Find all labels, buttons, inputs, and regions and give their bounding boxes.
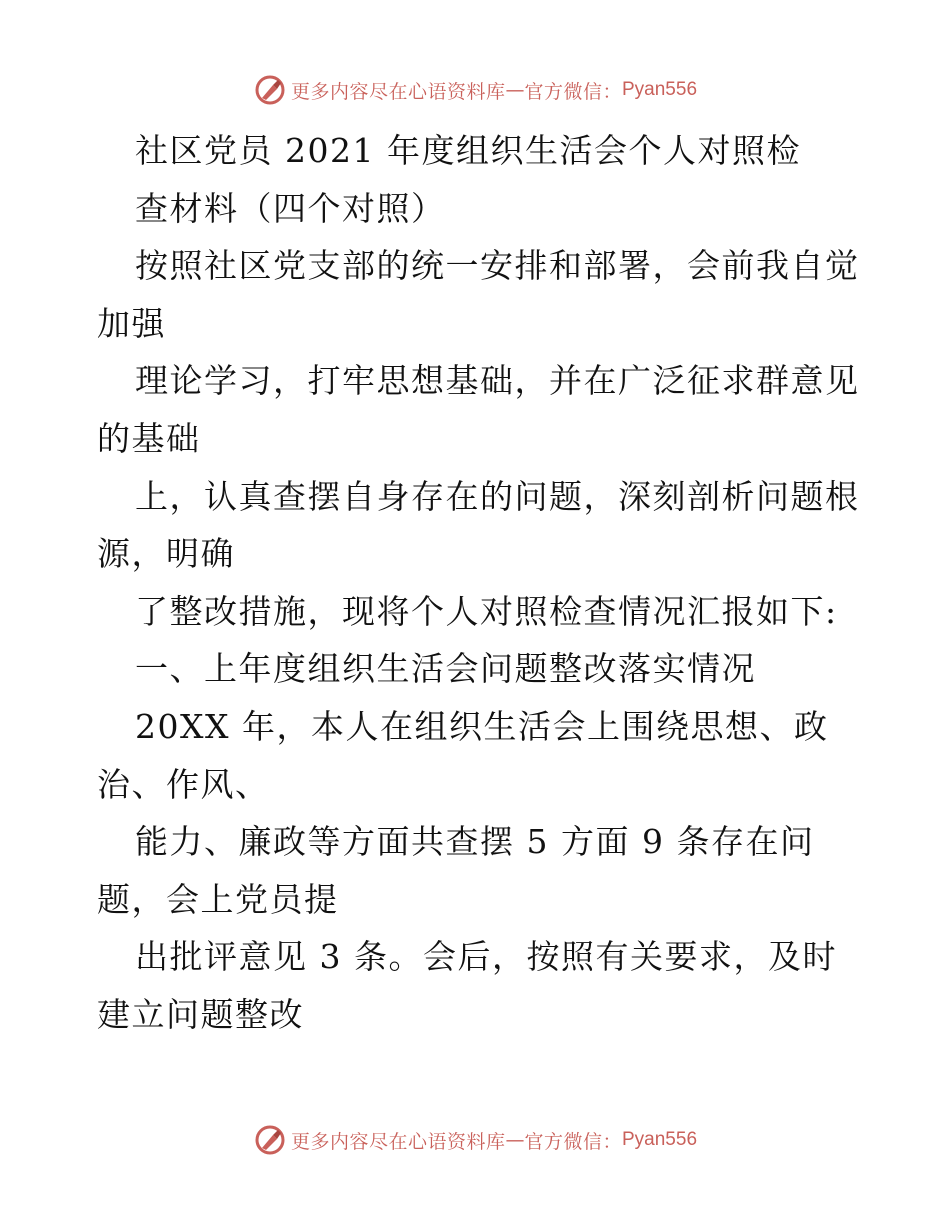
paragraph-line: 的基础 <box>97 418 201 458</box>
paragraph-line: 能力、廉政等方面共查摆 5 方面 9 条存在问 <box>135 822 815 862</box>
watermark-text: 更多内容尽在心语资料库 <box>290 1130 506 1153</box>
section-heading: 一、上年度组织生活会问题整改落实情况 <box>135 649 756 689</box>
document-title-line-1: 社区党员 2021 年度组织生活会个人对照检 <box>135 131 801 170</box>
watermark-official-label: 官方微信： <box>524 1130 622 1153</box>
footer-watermark <box>0 1120 950 1160</box>
red-pen-nib-logo-icon <box>253 1123 287 1157</box>
paragraph-line: 治、作风、 <box>97 764 270 804</box>
red-pen-nib-logo-icon <box>253 73 287 107</box>
watermark-dash: — <box>505 1129 525 1151</box>
watermark-official-label: 官方微信： <box>524 80 622 103</box>
watermark-dash: — <box>505 79 525 101</box>
paragraph-line: 题，会上党员提 <box>97 879 339 919</box>
watermark-account: Pyan556 <box>622 79 698 100</box>
document-title-line-2: 查材料（四个对照） <box>135 188 446 228</box>
paragraph-line: 出批评意见 3 条。会后，按照有关要求，及时 <box>135 937 837 977</box>
paragraph-line: 上，认真查摆自身存在的问题，深刻剖析问题根 <box>135 476 860 516</box>
paragraph-line: 源，明确 <box>97 534 235 574</box>
watermark-account: Pyan556 <box>622 1129 698 1150</box>
paragraph-line: 理论学习，打牢思想基础，并在广泛征求群意见 <box>135 361 860 401</box>
document-body <box>97 122 887 1044</box>
header-watermark <box>0 70 950 110</box>
watermark-text: 更多内容尽在心语资料库 <box>290 80 506 103</box>
paragraph-line: 建立问题整改 <box>97 994 304 1034</box>
paragraph-line: 加强 <box>97 303 166 343</box>
paragraph-line: 按照社区党支部的统一安排和部署，会前我自觉 <box>135 246 860 286</box>
paragraph-line: 20XX 年，本人在组织生活会上围绕思想、政 <box>135 706 829 746</box>
paragraph-line: 了整改措施，现将个人对照检查情况汇报如下: <box>135 591 838 631</box>
